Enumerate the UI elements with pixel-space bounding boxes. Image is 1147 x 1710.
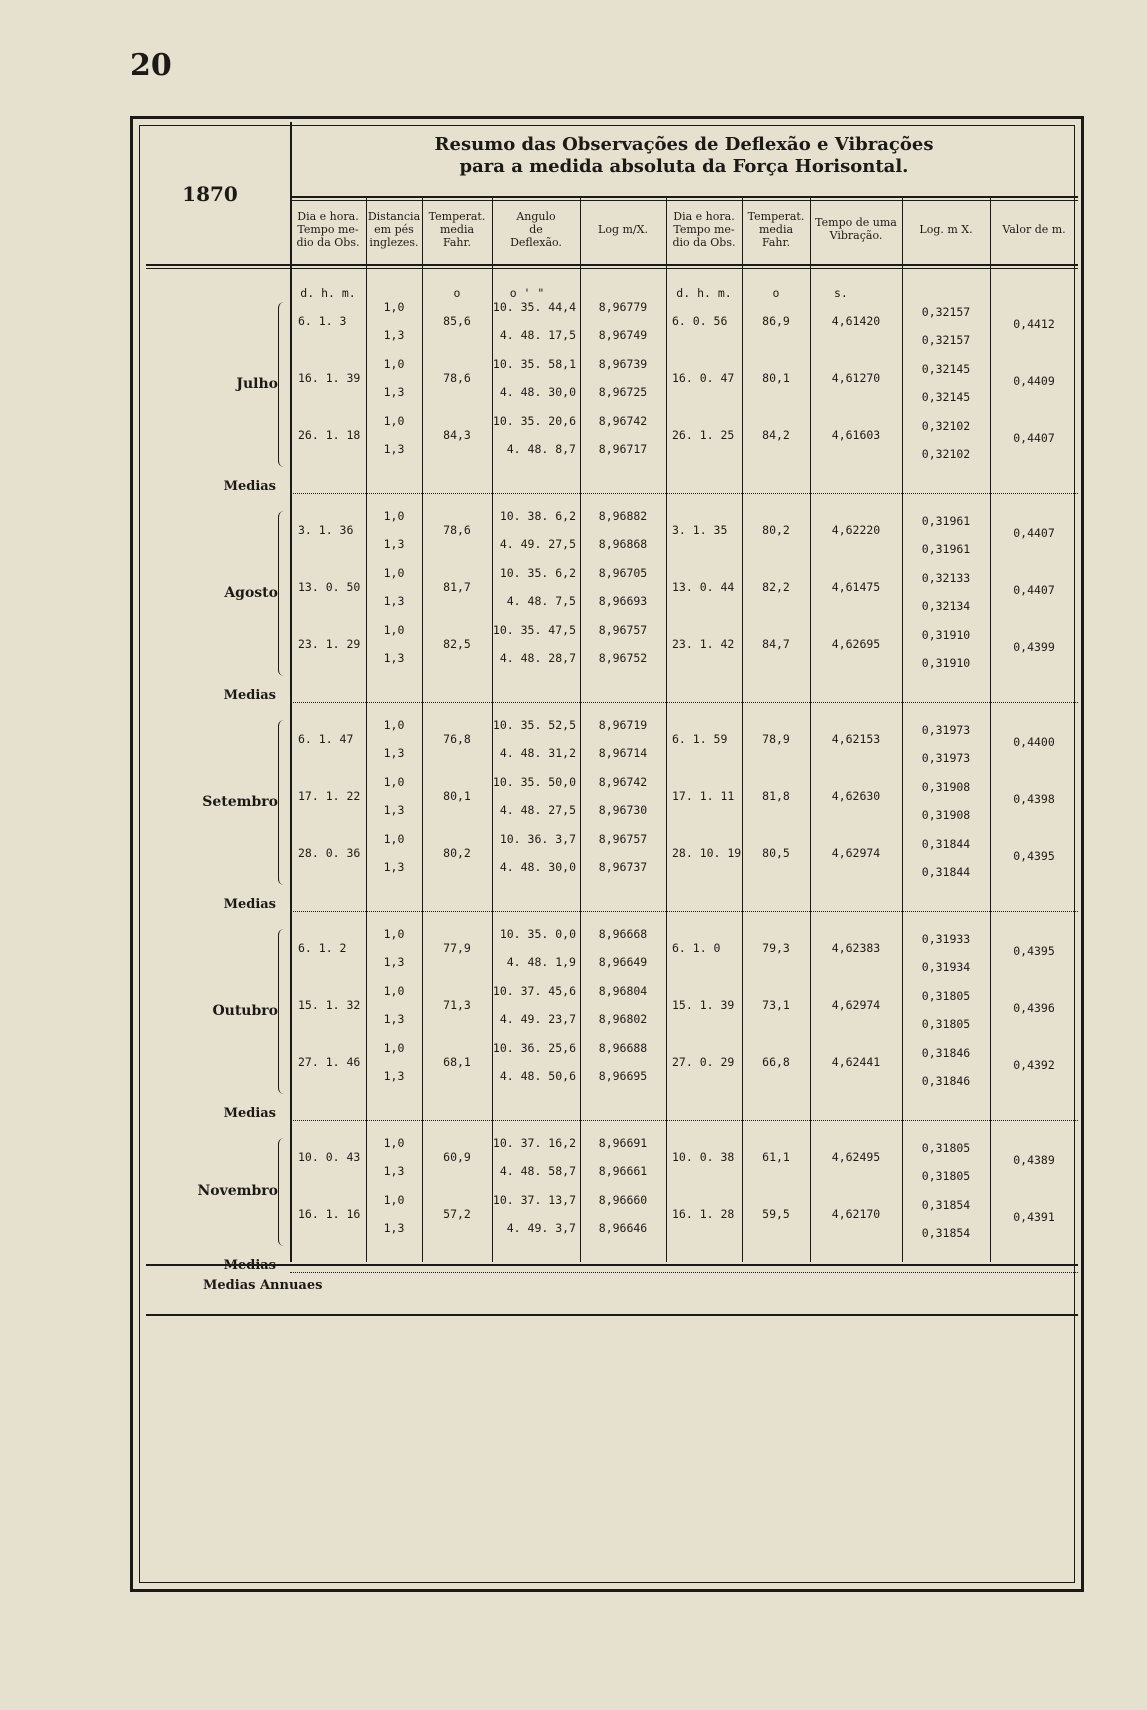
obs-log-mx: 0,31961 bbox=[921, 514, 971, 528]
obs-log-mx: 0,32157 bbox=[921, 305, 971, 319]
obs-angle: 10. 38. 6,2 bbox=[499, 509, 576, 523]
obs-time-1: 16. 1. 16 bbox=[298, 1207, 361, 1221]
obs-log-mx: 0,32145 bbox=[921, 390, 971, 404]
obs-angle: 4. 48. 8,7 bbox=[506, 442, 576, 456]
obs-angle: 4. 48. 58,7 bbox=[499, 1164, 576, 1178]
obs-time-2: 15. 1. 39 bbox=[672, 998, 735, 1012]
obs-temp-1: 78,6 bbox=[443, 371, 471, 385]
obs-angle: 4. 48. 7,5 bbox=[506, 594, 576, 608]
obs-valor: 0,4400 bbox=[1013, 735, 1055, 749]
column-header-line: media bbox=[439, 222, 475, 236]
column-header-text bbox=[297, 210, 360, 249]
obs-distance: 1,0 bbox=[383, 984, 405, 998]
column-header-line: Deflexão. bbox=[510, 235, 562, 249]
obs-log: 8,96749 bbox=[598, 328, 648, 342]
month-label: Setembro bbox=[202, 793, 278, 810]
medias-label: Medias bbox=[223, 1106, 276, 1121]
obs-log: 8,96649 bbox=[598, 955, 648, 969]
annual-rule bbox=[146, 1314, 1078, 1316]
obs-log: 8,96660 bbox=[598, 1193, 648, 1207]
obs-log-mx: 0,31910 bbox=[921, 628, 971, 642]
column-header-line: Distancia bbox=[367, 209, 421, 223]
column-header-text bbox=[429, 210, 486, 249]
obs-time-1: 6. 1. 2 bbox=[298, 941, 347, 955]
month-label: Julho bbox=[236, 375, 278, 392]
obs-distance: 1,0 bbox=[383, 1193, 405, 1207]
column-header-6 bbox=[666, 198, 742, 260]
obs-valor: 0,4412 bbox=[1013, 317, 1055, 331]
column-header-line: Tempo me- bbox=[297, 222, 359, 236]
medias-dotted-rule bbox=[290, 493, 1078, 494]
obs-angle: 4. 48. 27,5 bbox=[499, 803, 576, 817]
month-label: Novembro bbox=[197, 1183, 278, 1199]
obs-temp-1: 57,2 bbox=[443, 1207, 471, 1221]
obs-temp-2: 59,5 bbox=[762, 1207, 790, 1221]
obs-log: 8,96714 bbox=[598, 746, 648, 760]
obs-vibration: 4,62220 bbox=[831, 523, 881, 537]
column-header-line: Tempo de uma bbox=[815, 216, 897, 229]
obs-time-2: 16. 1. 28 bbox=[672, 1207, 735, 1221]
obs-angle: 10. 37. 16,2 bbox=[492, 1136, 576, 1150]
obs-time-2: 6. 1. 0 bbox=[672, 941, 721, 955]
obs-log: 8,96646 bbox=[598, 1221, 648, 1235]
obs-log-mx: 0,31854 bbox=[921, 1198, 971, 1212]
obs-time-1: 27. 1. 46 bbox=[298, 1055, 361, 1069]
obs-time-1: 17. 1. 22 bbox=[298, 789, 361, 803]
obs-log: 8,96668 bbox=[598, 927, 648, 941]
column-header-9 bbox=[902, 198, 990, 260]
obs-angle: 10. 35. 6,2 bbox=[499, 566, 576, 580]
obs-distance: 1,3 bbox=[383, 1012, 405, 1026]
obs-temp-2: 80,5 bbox=[762, 846, 790, 860]
obs-log-mx: 0,31844 bbox=[921, 837, 971, 851]
obs-valor: 0,4395 bbox=[1013, 849, 1055, 863]
obs-time-2: 13. 0. 44 bbox=[672, 580, 735, 594]
obs-log-mx: 0,32133 bbox=[921, 571, 971, 585]
month-label: Outubro bbox=[212, 1002, 278, 1019]
column-header-line: Angulo bbox=[516, 209, 556, 223]
column-header-text bbox=[368, 210, 420, 249]
column-header-text bbox=[748, 210, 805, 249]
obs-valor: 0,4389 bbox=[1013, 1153, 1055, 1167]
unit-temp-1: o bbox=[453, 286, 461, 300]
obs-angle: 4. 49. 3,7 bbox=[506, 1221, 576, 1235]
obs-log: 8,96691 bbox=[598, 1136, 648, 1150]
column-header-text bbox=[510, 210, 562, 249]
obs-log: 8,96804 bbox=[598, 984, 648, 998]
obs-distance: 1,3 bbox=[383, 442, 405, 456]
column-header-5 bbox=[580, 198, 666, 260]
obs-log: 8,96725 bbox=[598, 385, 648, 399]
obs-temp-1: 78,6 bbox=[443, 523, 471, 537]
obs-temp-1: 81,7 bbox=[443, 580, 471, 594]
month-brace bbox=[278, 511, 287, 676]
obs-angle: 4. 48. 17,5 bbox=[499, 328, 576, 342]
column-divider bbox=[990, 198, 991, 1262]
obs-valor: 0,4398 bbox=[1013, 792, 1055, 806]
obs-log-mx: 0,31933 bbox=[921, 932, 971, 946]
obs-time-2: 26. 1. 25 bbox=[672, 428, 735, 442]
column-header-line: de bbox=[529, 222, 543, 236]
obs-distance: 1,0 bbox=[383, 566, 405, 580]
obs-time-2: 28. 10. 19 bbox=[672, 846, 742, 860]
obs-log-mx: 0,31854 bbox=[921, 1226, 971, 1240]
obs-log-mx: 0,31844 bbox=[921, 865, 971, 879]
obs-angle: 10. 35. 52,5 bbox=[492, 718, 576, 732]
column-header-line: Temperat. bbox=[747, 209, 805, 223]
obs-angle: 4. 48. 30,0 bbox=[499, 860, 576, 874]
obs-log-mx: 0,31961 bbox=[921, 542, 971, 556]
obs-angle: 10. 36. 25,6 bbox=[492, 1041, 576, 1055]
obs-distance: 1,3 bbox=[383, 1164, 405, 1178]
obs-angle: 4. 49. 27,5 bbox=[499, 537, 576, 551]
obs-log: 8,96757 bbox=[598, 623, 648, 637]
obs-vibration: 4,62630 bbox=[831, 789, 881, 803]
obs-temp-2: 82,2 bbox=[762, 580, 790, 594]
obs-log: 8,96695 bbox=[598, 1069, 648, 1083]
obs-log: 8,96882 bbox=[598, 509, 648, 523]
obs-time-1: 3. 1. 36 bbox=[298, 523, 354, 537]
obs-angle: 4. 48. 28,7 bbox=[499, 651, 576, 665]
obs-time-2: 6. 1. 59 bbox=[672, 732, 728, 746]
medias-label: Medias bbox=[223, 897, 276, 912]
obs-valor: 0,4407 bbox=[1013, 431, 1055, 445]
obs-valor: 0,4407 bbox=[1013, 583, 1055, 597]
obs-temp-2: 84,2 bbox=[762, 428, 790, 442]
obs-vibration: 4,62495 bbox=[831, 1150, 881, 1164]
obs-log: 8,96779 bbox=[598, 300, 648, 314]
obs-valor: 0,4392 bbox=[1013, 1058, 1055, 1072]
medias-label: Medias bbox=[223, 1258, 276, 1273]
column-header-line: em pés bbox=[374, 222, 414, 236]
obs-log-mx: 0,32145 bbox=[921, 362, 971, 376]
obs-log-mx: 0,31973 bbox=[921, 751, 971, 765]
column-header-line: Tempo me- bbox=[673, 222, 735, 236]
column-divider bbox=[742, 198, 743, 1262]
obs-log: 8,96868 bbox=[598, 537, 648, 551]
obs-time-1: 26. 1. 18 bbox=[298, 428, 361, 442]
column-divider bbox=[666, 198, 667, 1262]
obs-distance: 1,0 bbox=[383, 357, 405, 371]
obs-temp-2: 80,1 bbox=[762, 371, 790, 385]
obs-distance: 1,3 bbox=[383, 594, 405, 608]
obs-vibration: 4,62974 bbox=[831, 846, 881, 860]
obs-log-mx: 0,32157 bbox=[921, 333, 971, 347]
obs-log: 8,96719 bbox=[598, 718, 648, 732]
obs-time-1: 6. 1. 47 bbox=[298, 732, 354, 746]
medias-dotted-rule bbox=[290, 702, 1078, 703]
obs-distance: 1,0 bbox=[383, 1041, 405, 1055]
medias-dotted-rule bbox=[290, 911, 1078, 912]
column-header-text bbox=[815, 216, 897, 242]
column-header-10 bbox=[990, 198, 1078, 260]
column-header-line: Vibração. bbox=[829, 229, 883, 242]
obs-angle: 4. 48. 1,9 bbox=[506, 955, 576, 969]
obs-distance: 1,3 bbox=[383, 385, 405, 399]
column-header-3 bbox=[422, 198, 492, 260]
obs-distance: 1,3 bbox=[383, 651, 405, 665]
obs-vibration: 4,62170 bbox=[831, 1207, 881, 1221]
obs-time-1: 10. 0. 43 bbox=[298, 1150, 361, 1164]
obs-vibration: 4,62153 bbox=[831, 732, 881, 746]
obs-valor: 0,4399 bbox=[1013, 640, 1055, 654]
obs-time-1: 28. 0. 36 bbox=[298, 846, 361, 860]
year-label: 1870 bbox=[182, 182, 238, 206]
column-header-1 bbox=[290, 198, 366, 260]
header-rule bbox=[146, 264, 1078, 266]
obs-time-1: 23. 1. 29 bbox=[298, 637, 361, 651]
column-header-4 bbox=[492, 198, 580, 260]
unit-temp-2: o bbox=[772, 286, 780, 300]
obs-vibration: 4,61603 bbox=[831, 428, 881, 442]
table-title bbox=[290, 134, 1078, 178]
obs-vibration: 4,61475 bbox=[831, 580, 881, 594]
month-brace bbox=[278, 302, 287, 467]
column-header-line: Dia e hora. bbox=[673, 209, 735, 223]
column-divider bbox=[810, 198, 811, 1262]
obs-temp-2: 61,1 bbox=[762, 1150, 790, 1164]
column-header-line: Valor de m. bbox=[1002, 222, 1066, 236]
obs-distance: 1,0 bbox=[383, 775, 405, 789]
medias-dotted-rule bbox=[290, 1120, 1078, 1121]
obs-distance: 1,3 bbox=[383, 537, 405, 551]
obs-angle: 4. 48. 31,2 bbox=[499, 746, 576, 760]
obs-distance: 1,3 bbox=[383, 1069, 405, 1083]
column-header-line: Temperat. bbox=[428, 209, 486, 223]
medias-dotted-rule bbox=[290, 1272, 1078, 1273]
column-header-line: Fahr. bbox=[761, 235, 791, 249]
unit-vibration: s. bbox=[834, 286, 848, 300]
obs-log-mx: 0,32102 bbox=[921, 447, 971, 461]
obs-temp-2: 80,2 bbox=[762, 523, 790, 537]
obs-time-1: 6. 1. 3 bbox=[298, 314, 347, 328]
title-line-1: Resumo das Observações de Deflexão e Vibrações bbox=[434, 134, 934, 155]
obs-angle: 10. 35. 0,0 bbox=[499, 927, 576, 941]
obs-temp-1: 76,8 bbox=[443, 732, 471, 746]
obs-angle: 4. 49. 23,7 bbox=[499, 1012, 576, 1026]
obs-distance: 1,3 bbox=[383, 860, 405, 874]
column-header-7 bbox=[742, 198, 810, 260]
unit-time-1: d. h. m. bbox=[300, 286, 356, 300]
obs-log-mx: 0,31908 bbox=[921, 780, 971, 794]
obs-temp-2: 84,7 bbox=[762, 637, 790, 651]
obs-time-1: 15. 1. 32 bbox=[298, 998, 361, 1012]
obs-time-2: 6. 0. 56 bbox=[672, 314, 728, 328]
obs-log: 8,96742 bbox=[598, 775, 648, 789]
obs-distance: 1,0 bbox=[383, 1136, 405, 1150]
month-label: Agosto bbox=[224, 584, 278, 601]
obs-log: 8,96737 bbox=[598, 860, 648, 874]
obs-log: 8,96693 bbox=[598, 594, 648, 608]
obs-time-1: 16. 1. 39 bbox=[298, 371, 361, 385]
obs-valor: 0,4396 bbox=[1013, 1001, 1055, 1015]
obs-log: 8,96730 bbox=[598, 803, 648, 817]
obs-temp-1: 82,5 bbox=[443, 637, 471, 651]
column-header-text bbox=[673, 210, 736, 249]
obs-distance: 1,0 bbox=[383, 300, 405, 314]
obs-distance: 1,0 bbox=[383, 623, 405, 637]
obs-log: 8,96717 bbox=[598, 442, 648, 456]
obs-angle: 10. 35. 44,4 bbox=[492, 300, 576, 314]
obs-valor: 0,4409 bbox=[1013, 374, 1055, 388]
obs-distance: 1,0 bbox=[383, 509, 405, 523]
obs-log: 8,96739 bbox=[598, 357, 648, 371]
medias-label: Medias bbox=[223, 479, 276, 494]
obs-log-mx: 0,31846 bbox=[921, 1074, 971, 1088]
obs-log-mx: 0,31805 bbox=[921, 1141, 971, 1155]
obs-vibration: 4,62695 bbox=[831, 637, 881, 651]
month-brace bbox=[278, 929, 287, 1094]
annual-medias-label: Medias Annuaes bbox=[203, 1278, 323, 1293]
column-header-line: Log m/X. bbox=[598, 222, 648, 236]
obs-log: 8,96705 bbox=[598, 566, 648, 580]
obs-time-2: 23. 1. 42 bbox=[672, 637, 735, 651]
obs-temp-2: 73,1 bbox=[762, 998, 790, 1012]
obs-temp-2: 66,8 bbox=[762, 1055, 790, 1069]
obs-log: 8,96752 bbox=[598, 651, 648, 665]
obs-temp-2: 81,8 bbox=[762, 789, 790, 803]
obs-distance: 1,3 bbox=[383, 1221, 405, 1235]
obs-time-2: 27. 0. 29 bbox=[672, 1055, 735, 1069]
obs-valor: 0,4391 bbox=[1013, 1210, 1055, 1224]
obs-distance: 1,3 bbox=[383, 328, 405, 342]
obs-time-2: 16. 0. 47 bbox=[672, 371, 735, 385]
obs-vibration: 4,62383 bbox=[831, 941, 881, 955]
obs-time-2: 3. 1. 35 bbox=[672, 523, 728, 537]
obs-temp-2: 78,9 bbox=[762, 732, 790, 746]
column-header-line: inglezes. bbox=[369, 235, 419, 249]
medias-label: Medias bbox=[223, 688, 276, 703]
obs-temp-1: 80,2 bbox=[443, 846, 471, 860]
column-header-2 bbox=[366, 198, 422, 260]
obs-valor: 0,4395 bbox=[1013, 944, 1055, 958]
obs-angle: 4. 48. 30,0 bbox=[499, 385, 576, 399]
column-header-8 bbox=[810, 198, 902, 260]
obs-distance: 1,0 bbox=[383, 927, 405, 941]
obs-temp-1: 60,9 bbox=[443, 1150, 471, 1164]
obs-angle: 10. 35. 20,6 bbox=[492, 414, 576, 428]
obs-temp-1: 80,1 bbox=[443, 789, 471, 803]
column-divider bbox=[422, 198, 423, 1262]
obs-distance: 1,3 bbox=[383, 746, 405, 760]
obs-time-1: 13. 0. 50 bbox=[298, 580, 361, 594]
page-number: 20 bbox=[130, 48, 172, 83]
obs-temp-1: 68,1 bbox=[443, 1055, 471, 1069]
obs-angle: 10. 36. 3,7 bbox=[499, 832, 576, 846]
month-brace bbox=[278, 720, 287, 885]
unit-time-2: d. h. m. bbox=[676, 286, 732, 300]
obs-temp-1: 84,3 bbox=[443, 428, 471, 442]
obs-vibration: 4,61420 bbox=[831, 314, 881, 328]
month-brace bbox=[278, 1138, 287, 1246]
obs-vibration: 4,61270 bbox=[831, 371, 881, 385]
obs-log-mx: 0,31910 bbox=[921, 656, 971, 670]
column-header-line: Log. m X. bbox=[919, 222, 973, 236]
obs-angle: 10. 37. 45,6 bbox=[492, 984, 576, 998]
obs-angle: 10. 35. 50,0 bbox=[492, 775, 576, 789]
unit-angle: o ' " bbox=[509, 286, 545, 300]
obs-distance: 1,3 bbox=[383, 803, 405, 817]
obs-temp-1: 77,9 bbox=[443, 941, 471, 955]
obs-log-mx: 0,31805 bbox=[921, 1017, 971, 1031]
obs-angle: 10. 35. 47,5 bbox=[492, 623, 576, 637]
column-header-line: Fahr. bbox=[442, 235, 472, 249]
obs-distance: 1,0 bbox=[383, 718, 405, 732]
obs-distance: 1,3 bbox=[383, 955, 405, 969]
obs-distance: 1,0 bbox=[383, 832, 405, 846]
obs-log-mx: 0,32134 bbox=[921, 599, 971, 613]
obs-log: 8,96742 bbox=[598, 414, 648, 428]
obs-temp-2: 86,9 bbox=[762, 314, 790, 328]
obs-log-mx: 0,31846 bbox=[921, 1046, 971, 1060]
obs-distance: 1,0 bbox=[383, 414, 405, 428]
column-header-line: dio da Obs. bbox=[672, 235, 736, 249]
column-header-line: media bbox=[758, 222, 794, 236]
title-line-2: para a medida absoluta da Força Horisontal. bbox=[459, 156, 909, 177]
obs-valor: 0,4407 bbox=[1013, 526, 1055, 540]
body-bottom-rule bbox=[146, 1264, 1078, 1266]
header-rule-thin bbox=[146, 268, 1078, 269]
obs-log: 8,96757 bbox=[598, 832, 648, 846]
obs-vibration: 4,62441 bbox=[831, 1055, 881, 1069]
obs-angle: 4. 48. 50,6 bbox=[499, 1069, 576, 1083]
obs-temp-1: 71,3 bbox=[443, 998, 471, 1012]
obs-log-mx: 0,31805 bbox=[921, 989, 971, 1003]
obs-vibration: 4,62974 bbox=[831, 998, 881, 1012]
obs-log-mx: 0,31973 bbox=[921, 723, 971, 737]
column-header-line: Dia e hora. bbox=[297, 209, 359, 223]
obs-log: 8,96802 bbox=[598, 1012, 648, 1026]
obs-angle: 10. 37. 13,7 bbox=[492, 1193, 576, 1207]
obs-time-2: 17. 1. 11 bbox=[672, 789, 735, 803]
obs-temp-2: 79,3 bbox=[762, 941, 790, 955]
obs-log: 8,96661 bbox=[598, 1164, 648, 1178]
obs-angle: 10. 35. 58,1 bbox=[492, 357, 576, 371]
obs-log-mx: 0,31908 bbox=[921, 808, 971, 822]
obs-log-mx: 0,31805 bbox=[921, 1169, 971, 1183]
obs-time-2: 10. 0. 38 bbox=[672, 1150, 735, 1164]
obs-log: 8,96688 bbox=[598, 1041, 648, 1055]
column-header-line: dio da Obs. bbox=[296, 235, 360, 249]
obs-temp-1: 85,6 bbox=[443, 314, 471, 328]
obs-log-mx: 0,32102 bbox=[921, 419, 971, 433]
obs-log-mx: 0,31934 bbox=[921, 960, 971, 974]
